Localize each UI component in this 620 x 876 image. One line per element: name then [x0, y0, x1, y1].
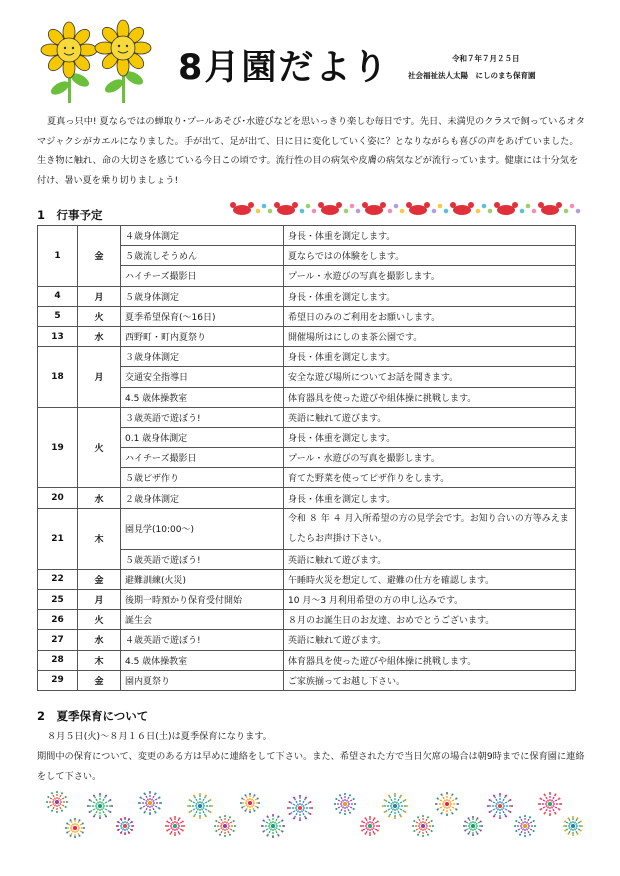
day-cell: 27	[38, 630, 78, 650]
crab-icon	[406, 202, 430, 215]
firework-icon	[538, 792, 562, 816]
day-cell: 18	[38, 347, 78, 408]
section-title-events: 1 行事予定	[37, 208, 103, 222]
crab-icon	[362, 202, 386, 215]
crab-icon	[450, 202, 474, 215]
weekday-cell: 月	[78, 590, 121, 610]
weekday-cell: 金	[78, 569, 121, 589]
event-cell: 4.5 歳体操教室	[121, 650, 284, 670]
event-cell: 0.1 歳身体測定	[121, 427, 284, 447]
firework-icon	[261, 814, 285, 838]
description-cell-shared: 令和 ８ 年 ４ 月入所希望の方の見学会です。お知り合いの方等みえましたらお声掛け下さい。	[284, 508, 576, 549]
weekday-cell: 水	[78, 630, 121, 650]
newsletter-title: 8月園だより	[178, 48, 390, 88]
table-row	[38, 326, 576, 346]
weekday-cell: 火	[78, 407, 121, 488]
bubble-icon	[268, 209, 273, 214]
table-row	[38, 569, 576, 589]
firework-icon	[65, 818, 85, 838]
firework-icon	[334, 793, 356, 815]
description-cell: 体育器具を使った遊びや組体操に挑戦します。	[284, 650, 576, 670]
bubble-icon	[520, 209, 525, 214]
firework-icon	[412, 815, 434, 837]
event-cell: ハイチーズ撮影日	[121, 266, 284, 286]
description-cell: 育てた野菜を使ってピザ作りをします。	[284, 468, 576, 488]
sunflower-left-icon	[41, 22, 97, 103]
firework-icon	[514, 815, 536, 837]
day-cell: 20	[38, 488, 78, 508]
description-cell: 英語に触れて遊びます。	[284, 407, 576, 427]
sunflower-right-icon	[95, 20, 151, 103]
table-row	[38, 347, 576, 367]
description-cell: 英語に触れて遊びます。	[284, 549, 576, 569]
table-row	[38, 650, 576, 670]
firework-icon	[187, 793, 213, 819]
description-cell: ご家族揃ってお越し下さい。	[284, 670, 576, 690]
weekday-cell: 火	[78, 610, 121, 630]
event-cell: 西野町・町内夏祭り	[121, 326, 284, 346]
bubble-icon	[432, 209, 437, 214]
description-cell: 夏ならではの体験をします。	[284, 246, 576, 266]
description-cell: プール・水遊びの写真を撮影します。	[284, 448, 576, 468]
event-cell: ４歳英語で遊ぼう!	[121, 630, 284, 650]
weekday-cell: 金	[78, 670, 121, 690]
table-row	[38, 610, 576, 630]
day-cell: 13	[38, 326, 78, 346]
bubble-icon	[482, 204, 487, 209]
firework-icon	[116, 817, 134, 835]
section-title-summer-care: 2 夏季保育について	[37, 709, 149, 723]
bubble-icon	[564, 209, 569, 214]
event-cell: ４歳身体測定	[121, 226, 284, 246]
bubble-icon	[394, 204, 399, 209]
day-cell: 5	[38, 306, 78, 326]
firework-icon	[240, 793, 260, 813]
weekday-cell: 水	[78, 326, 121, 346]
event-cell: ５歳流しそうめん	[121, 246, 284, 266]
firework-icon	[87, 793, 113, 819]
description-cell: 身長・体重を測定します。	[284, 347, 576, 367]
table-row	[38, 488, 576, 508]
crab-decoration	[228, 200, 583, 218]
event-cell: 4.5 歳体操教室	[121, 387, 284, 407]
bubble-icon	[438, 204, 443, 209]
description-cell: 身長・体重を測定します。	[284, 226, 576, 246]
event-cell: 園内夏祭り	[121, 670, 284, 690]
header-info	[408, 50, 536, 84]
bubble-icon	[532, 209, 537, 214]
crab-icon	[230, 202, 254, 215]
description-cell: 開催場所はにしのま茶公園です。	[284, 326, 576, 346]
event-cell: 避難訓練(火災)	[121, 569, 284, 589]
bubble-icon	[400, 209, 405, 214]
description-cell: 体育器具を使った遊びや組体操に挑戦します。	[284, 387, 576, 407]
issue-date: 令和７年７月２５日	[452, 54, 520, 63]
event-schedule-table	[37, 225, 576, 691]
day-cell: 22	[38, 569, 78, 589]
description-cell: 英語に触れて遊びます。	[284, 630, 576, 650]
firework-icon	[138, 791, 162, 815]
table-row	[38, 670, 576, 690]
event-cell: ５歳身体測定	[121, 286, 284, 306]
description-cell: 安全な遊び場所についてお話を聞きます。	[284, 367, 576, 387]
weekday-cell: 木	[78, 508, 121, 569]
bubble-icon	[312, 209, 317, 214]
table-row	[38, 590, 576, 610]
event-cell: ハイチーズ撮影日	[121, 448, 284, 468]
bubble-icon	[388, 209, 393, 214]
table-row	[38, 630, 576, 650]
bubble-icon	[344, 209, 349, 214]
organization-name: 社会福祉法人太陽 にしのまち保育園	[408, 71, 536, 80]
day-cell: 25	[38, 590, 78, 610]
event-cell: 後期一時預かり保育受付開始	[121, 590, 284, 610]
summer-care-text	[37, 727, 592, 786]
description-cell: プール・水遊びの写真を撮影します。	[284, 266, 576, 286]
day-cell: 19	[38, 407, 78, 488]
bubble-icon	[444, 209, 449, 214]
firework-icon	[360, 816, 380, 836]
event-cell: ５歳英語で遊ぼう!	[121, 549, 284, 569]
firework-icon	[46, 791, 68, 813]
day-cell: 28	[38, 650, 78, 670]
bubble-icon	[306, 204, 311, 209]
firework-icon	[435, 792, 459, 816]
table-row	[38, 226, 576, 246]
weekday-cell: 月	[78, 347, 121, 408]
description-cell: 身長・体重を測定します。	[284, 286, 576, 306]
bubble-icon	[256, 209, 261, 214]
weekday-cell: 木	[78, 650, 121, 670]
crab-icon	[494, 202, 518, 215]
bubble-icon	[570, 204, 575, 209]
description-cell: 身長・体重を測定します。	[284, 488, 576, 508]
weekday-cell: 水	[78, 488, 121, 508]
event-cell: ５歳ピザ作り	[121, 468, 284, 488]
firework-icon	[165, 816, 185, 836]
table-row	[38, 407, 576, 427]
bubble-icon	[576, 209, 581, 214]
intro-paragraph: 夏真っ只中! 夏ならではの蝉取り･プールあそび･水遊びなどを思いっきり楽しむ毎日です。先日、未満児のクラスで飼っているオタマジャクシがカエルになりました。手が出て、足が出て、日に日に変化していく姿に？となりながらも喜びの声をあげていました。生き物に触れ、命の大切さを感じている今日この頃です。流行性の目の病気や皮膚の病気などが流行っています。健康には十分気を付け、暑い夏を乗り切りましょう!	[37, 116, 585, 186]
crab-icon	[318, 202, 342, 215]
table-row	[38, 306, 576, 326]
event-cell: ３歳英語で遊ぼう!	[121, 407, 284, 427]
bubble-icon	[262, 204, 267, 209]
day-cell: 4	[38, 286, 78, 306]
bubble-icon	[350, 204, 355, 209]
sunflower-illustration	[38, 18, 158, 108]
weekday-cell: 火	[78, 306, 121, 326]
firework-icon	[214, 815, 236, 837]
weekday-cell: 金	[78, 226, 121, 287]
event-cell: 誕生会	[121, 610, 284, 630]
firework-icon	[463, 816, 483, 836]
firework-icon	[487, 793, 513, 819]
day-cell: 21	[38, 508, 78, 569]
bubble-icon	[476, 209, 481, 214]
firework-icon	[563, 816, 583, 836]
event-cell: ２歳身体測定	[121, 488, 284, 508]
summer-care-notice: 期間中の保育について、変更のある方は早めに連絡をして下さい。また、希望された方で当日欠席の場合は朝9時までに保育園に連絡をして下さい。	[37, 750, 585, 782]
fireworks-decoration	[45, 788, 585, 843]
crab-icon	[538, 202, 562, 215]
event-cell: 交通安全指導日	[121, 367, 284, 387]
description-cell: 身長・体重を測定します。	[284, 427, 576, 447]
firework-icon	[287, 795, 313, 821]
description-cell: ８月のお誕生日のお友達、おめでとうございます。	[284, 610, 576, 630]
description-cell: 希望日のみのご利用をお願いします。	[284, 306, 576, 326]
description-cell: 午睡時火災を想定して、避難の仕方を確認します。	[284, 569, 576, 589]
summer-care-period: ８月５日(火)～８月１６日(土)は夏季保育になります。	[47, 731, 272, 742]
bubble-icon	[488, 209, 493, 214]
day-cell: 26	[38, 610, 78, 630]
table-row	[38, 286, 576, 306]
bubble-icon	[356, 209, 361, 214]
event-cell-shared: 園見学(10:00～)	[121, 508, 284, 549]
description-cell: 10 月～3 月利用希望の方の申し込みです。	[284, 590, 576, 610]
day-cell: 29	[38, 670, 78, 690]
bubble-icon	[526, 204, 531, 209]
crab-icon	[274, 202, 298, 215]
day-cell: 1	[38, 226, 78, 287]
weekday-cell: 月	[78, 286, 121, 306]
bubble-icon	[300, 209, 305, 214]
firework-icon	[382, 793, 408, 819]
event-cell: 夏季希望保育(～16日)	[121, 306, 284, 326]
event-cell: ３歳身体測定	[121, 347, 284, 367]
